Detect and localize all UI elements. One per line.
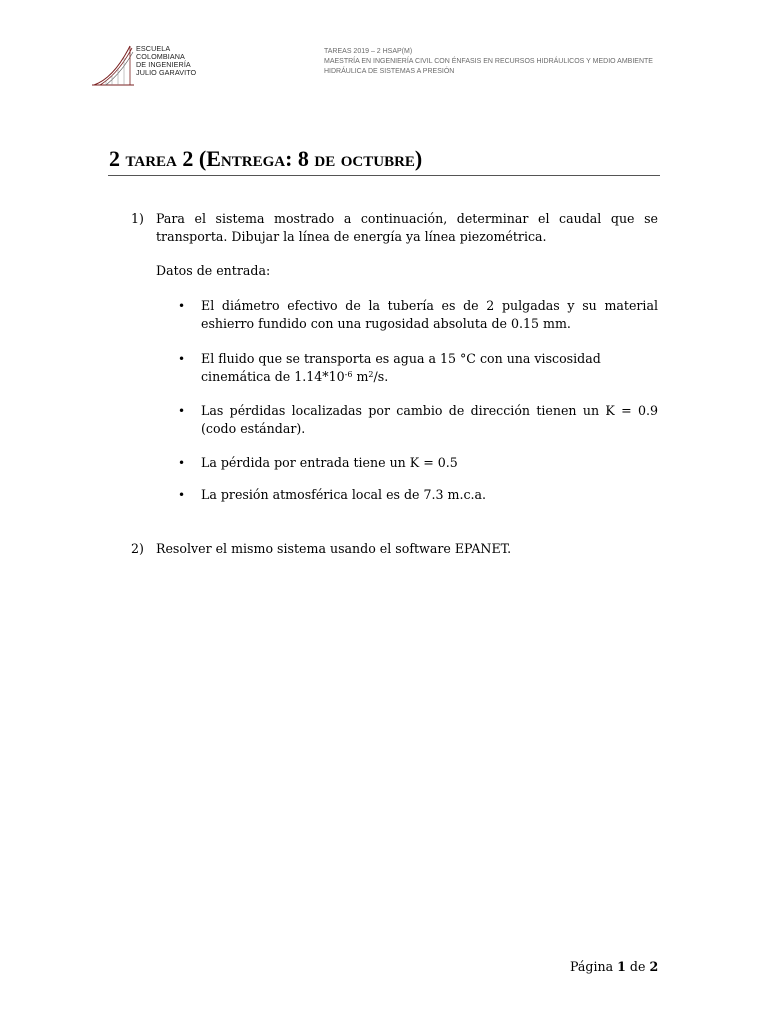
- item-1-line: transporta. Dibujar la línea de energía ya línea piezométrica.: [156, 229, 547, 244]
- title-underline: [108, 175, 660, 176]
- bullet-item: [201, 486, 658, 504]
- bullet-icon: •: [178, 488, 186, 502]
- footer-total-pages: 2: [649, 959, 659, 974]
- bullet-item: [201, 350, 658, 386]
- escuela-logo: [90, 44, 202, 88]
- bullet-icon: •: [178, 299, 186, 313]
- datos-label: Datos de entrada:: [156, 263, 271, 278]
- logo-text: [136, 45, 196, 77]
- bullet-line: El diámetro efectivo de la tubería es de 2 pulgadas y su material: [201, 298, 658, 313]
- header-program: MAESTRÍA EN INGENIERÍA CIVIL CON ÉNFASIS EN RECURSOS HIDRÁULICOS Y MEDIO AMBIENTE: [324, 58, 653, 65]
- bullet-line-part: /s.: [373, 369, 389, 384]
- item-number: 1): [131, 211, 144, 226]
- section-title-text: tarea 2 (Entrega: 8 de octubre): [125, 146, 423, 171]
- header-subject: HIDRÁULICA DE SISTEMAS A PRESIÓN: [324, 68, 455, 75]
- header-course: TAREAS 2019 – 2 HSAP(M): [324, 48, 413, 55]
- footer-de: de: [629, 959, 646, 974]
- section-number: 2: [109, 146, 120, 171]
- bullet-line: La presión atmosférica local es de 7.3 m.c.a.: [201, 487, 487, 502]
- bullet-line-part: m: [352, 369, 369, 384]
- superscript: -6: [344, 370, 353, 379]
- superscript: 2: [368, 370, 374, 379]
- item-2-text: Resolver el mismo sistema usando el software EPANET.: [156, 541, 512, 556]
- section-title: [109, 146, 422, 172]
- bullet-line: (codo estándar).: [201, 421, 306, 436]
- page-footer: [570, 959, 658, 974]
- footer-pagina: Página: [570, 959, 614, 974]
- bullet-icon: •: [178, 352, 186, 366]
- logo-line: COLOMBIANA: [136, 52, 185, 61]
- bullet-line: Las pérdidas localizadas por cambio de dirección tienen un K = 0.9: [201, 403, 658, 418]
- bullet-icon: •: [178, 404, 186, 418]
- item-1-text: [156, 210, 658, 246]
- item-1-line: Para el sistema mostrado a continuación, determinar el caudal que se: [156, 211, 658, 226]
- bullet-line: La pérdida por entrada tiene un K = 0.5: [201, 455, 458, 470]
- logo-line: DE INGENIERÍA: [136, 60, 191, 69]
- bullet-line: El fluido que se transporta es agua a 15 °C con una viscosidad: [201, 351, 601, 366]
- footer-current-page: 1: [617, 959, 626, 974]
- running-header: [324, 47, 653, 77]
- bullet-item: [201, 454, 658, 472]
- logo-line: JULIO GARAVITO: [136, 68, 197, 77]
- bullet-item: [201, 297, 658, 333]
- bullet-item: [201, 402, 658, 438]
- bullet-icon: •: [178, 456, 186, 470]
- bullet-line: eshierro fundido con una rugosidad absoluta de 0.15 mm.: [201, 316, 571, 331]
- logo-line: ESCUELA: [136, 44, 171, 53]
- logo-emblem-icon: [90, 44, 136, 88]
- bullet-line-part: cinemática de 1.14*10: [201, 369, 345, 384]
- item-number: 2): [131, 541, 144, 556]
